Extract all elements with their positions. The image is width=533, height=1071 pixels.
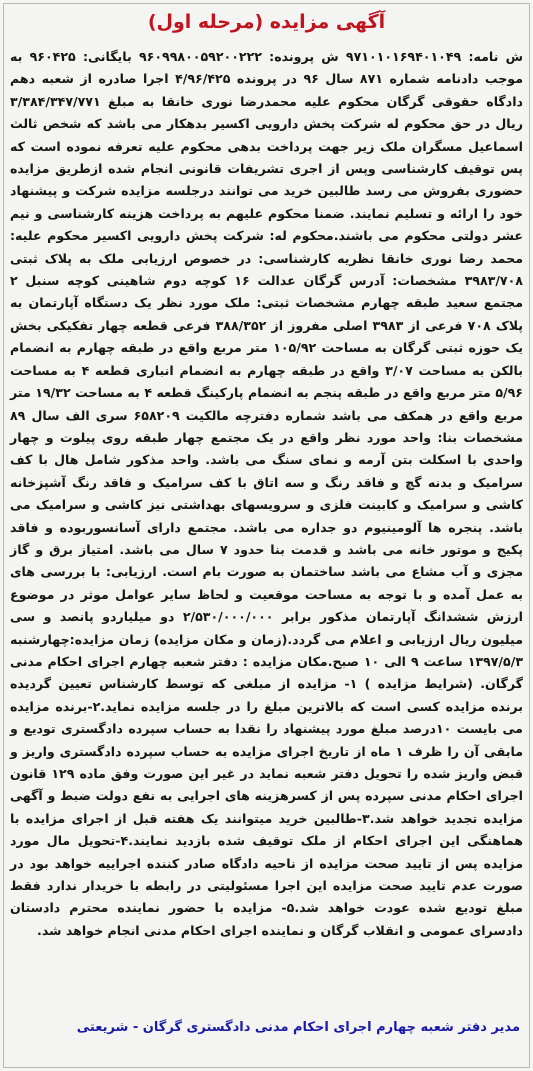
notice-body-text: ش نامه: ۹۷۱۰۱۰۱۶۹۴۰۱۰۴۹ ش پرونده: ۹۶۰۹۹۸۰۰۵۹۲۰۰۲۲۲ بایگانی: ۹۶۰۴۲۵ به موجب دادنامه شماره ۸۷۱ سال ۹۶ در پرونده ۴/۹۶/۴۲۵ اجرا صادره از شعبه دهم دادگاه حقوقی گرگان محکوم علیه محمدرضا نوری خانقا به مبلغ ۳/۳۸۴/۳۴۷/۷۷۱ ریال در حق محکوم له شرکت پخش دارویی اکسیر بدهکار می باشد که شخص ثالث اسماعیل مسگران ملک زیر جهت پرداخت بدهی محکوم علیه تعرفه نموده است که پس توقیف کارشناسی وپس از اجری تشریفات قانونی انجام شده ازطریق مزایده حضوری بفروش می رسد طالبین خرید می توانند درجلسه مزایده شرکت و پیشنهاد خود را ارائه و تسلیم نمایند. ضمنا محکوم علیهم به پرداخت هزینه کارشناسی و نیم عشر دولتی محکوم می باشند.محکوم له: شرکت پخش دارویی اکسیر محکوم علیه: محمد رضا نوری خانقا نظریه کارشناسی: در خصوص ارزیابی ملک به پلاک ثبتی ۳۹۸۳/۷۰۸ مشخصات: آدرس گرگان عدالت ۱۶ کوچه دوم شاهینی کوچه سنبل ۲ مجتمع سعید طبقه چهارم مشخصات ثبتی: ملک مورد نظر یک دستگاه آپارتمان به پلاک ۷۰۸ فرعی از ۳۹۸۳ اصلی مفروز از ۳۸۸/۳۵۲ فرعی قطعه چهار تفکیکی بخش یک حوزه ثبتی گرگان به مساحت ۱۰۵/۹۲ متر مربع واقع در طبقه چهارم به انضمام بالکن به مساحت ۳/۰۷ واقع در طبقه چهارم به انضمام انباری قطعه ۴ به مساحت ۵/۹۶ متر مربع واقع در طبقه پنجم به انضمام پارکینگ قطعه ۴ به مساحت ۱۹/۳۲ متر مربع واقع در همکف می باشد شماره دفترچه مالکیت ۶۵۸۲۰۹ سری الف سال ۸۹ مشخصات بنا: واحد مورد نظر واقع در یک مجتمع چهار طبقه روی پیلوت و چهار واحدی با اسکلت بتن آرمه و نمای سنگ می باشد. واحد مذکور شامل هال با کف سرامیک و بدنه گچ و فاقد رنگ و سه اتاق با کف سرامیک و فاقد رنگ آشپزخانه کاشی و سرامیک و کابینت فلزی و سرویسهای بهداشتی نیز کاشی و سرامیک می باشد. پنجره ها آلومینیوم دو جداره می باشد. مجتمع دارای آسانسوربوده و فاقد پکیج و موتور خانه می باشد و قدمت بنا حدود ۷ سال می باشد. امتیاز برق و گاز مجزی و آب مشاع می باشد ساختمان به صورت بام است. ارزیابی: با بررسی های به عمل آمده و با توجه به مساحت موقعیت و لحاظ سایر عوامل موثر در موضوع ارزش ششدانگ آپارتمان مذکور برابر ۲/۵۳۰/۰۰۰/۰۰۰ دو میلیاردو پانصد و سی میلیون ریال ارزیابی و اعلام می گردد.(زمان و مکان مزایده) زمان مزایده:چهارشنبه ۱۳۹۷/۵/۳ ساعت ۹ الی ۱۰ صبح.مکان مزایده : دفتر شعبه چهارم اجرای احکام مدنی گرگان. (شرایط مزایده ) ۱- مزایده از مبلغی که توسط کارشناس تعیین گردیده برنده مزایده کسی است که بالاترین مبلغ را در جلسه مزایده نماید.۲-برنده مزایده می بایست ۱۰درصد مبلغ مورد پیشنهاد را نقدا به حساب سپرده دادگستری تودیع و مابقی آن را ظرف ۱ ماه از تاریخ اجرای مزایده به حساب سپرده دادگستری واریز و قبض واریز شده را تحویل دفتر شعبه نماید در غیر این صورت وفق ماده ۱۲۹ قانون اجرای احکام مدنی سپرده پس از کسرهزینه های اجرایی به نفع دولت ضبط و آگهی مزایده تجدید خواهد شد.۳-طالبین خرید میتوانند یک هفته قبل از اجرای مزایده با هماهنگی این اجرای احکام از ملک توقیف شده بازدید نمایند.۴-تحویل مال مورد مزایده پس از تایید صحت مزایده از ناحیه دادگاه صادر کننده اجراییه خواهد بود در صورت عدم تایید صحت مزایده این اجرا مسئولیتی در رابطه با خریدار ندارد فقط مبلغ تودیع شده عودت خواهد شد.۵- مزایده با حضور نماینده محترم دادستان دادسرای عمومی و انقلاب گرگان و نماینده اجرای احکام مدنی انجام خواهد شد. — [10, 49, 524, 938]
notice-body — [10, 46, 523, 942]
notice-signature: مدیر دفتر شعبه چهارم اجرای احکام مدنی دادگستری گرگان - شریعتی — [76, 1020, 520, 1035]
notice-title: آگهی مزایده (مرحله اول) — [147, 11, 386, 33]
